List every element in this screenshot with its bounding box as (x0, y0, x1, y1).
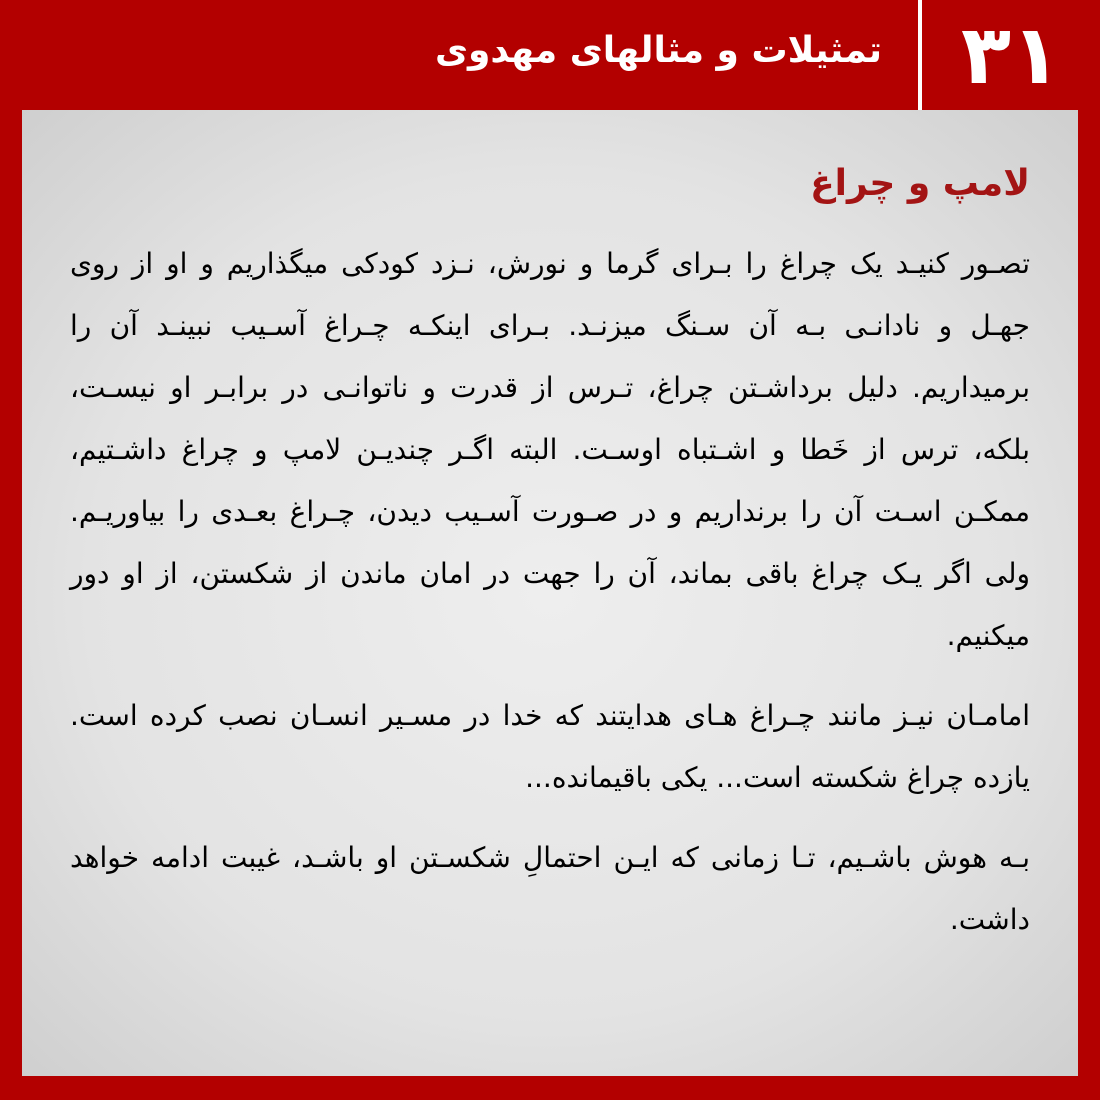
paragraph-2: امامـان نیـز مانند چـراغ هـای هدایتند که خدا در مسـیر انسـان نصب کرده است. یازده چراغ شکسته است... یکی باقیمانده... (70, 699, 1030, 795)
paragraph-3: بـه هوش باشـیم، تـا زمانی که ایـن احتمالِ شکسـتن او باشـد، غیبت ادامه خواهد داشت. (70, 841, 1030, 937)
paragraph-1: تصـور کنیـد یک چراغ را بـرای گرما و نورش، نـزد کودکی میگذاریم و او از روی جهـل و نادانـی بـه آن سـنگ میزنـد. بـرای اینکـه چـراغ آسـیب نبینـد آن را برمیداریم. دلیل برداشـتن چراغ، تـرس از قدرت و ناتوانـی در برابـر او نیسـت، بلکه، ترس از خَطا و اشـتباه اوسـت. البته اگـر چندیـن لامپ و چراغ داشـتیم، ممکـن اسـت آن را برنداریم و در صـورت آسـیب دیدن، چـراغ بعـدی را بیاوریـم. ولی اگر یـک چراغ باقی بماند، آن را جهت در امان ماندن از شکستن، از او دور میکنیم. (70, 247, 1030, 653)
episode-number: ۳۱ (960, 7, 1062, 103)
header-divider (918, 0, 922, 110)
content-panel (22, 110, 1078, 1076)
article-title: لامپ و چراغ (810, 163, 1030, 204)
header-bar (0, 0, 1100, 110)
series-title: تمثیلات و مثالهای مهدوی (434, 30, 882, 71)
